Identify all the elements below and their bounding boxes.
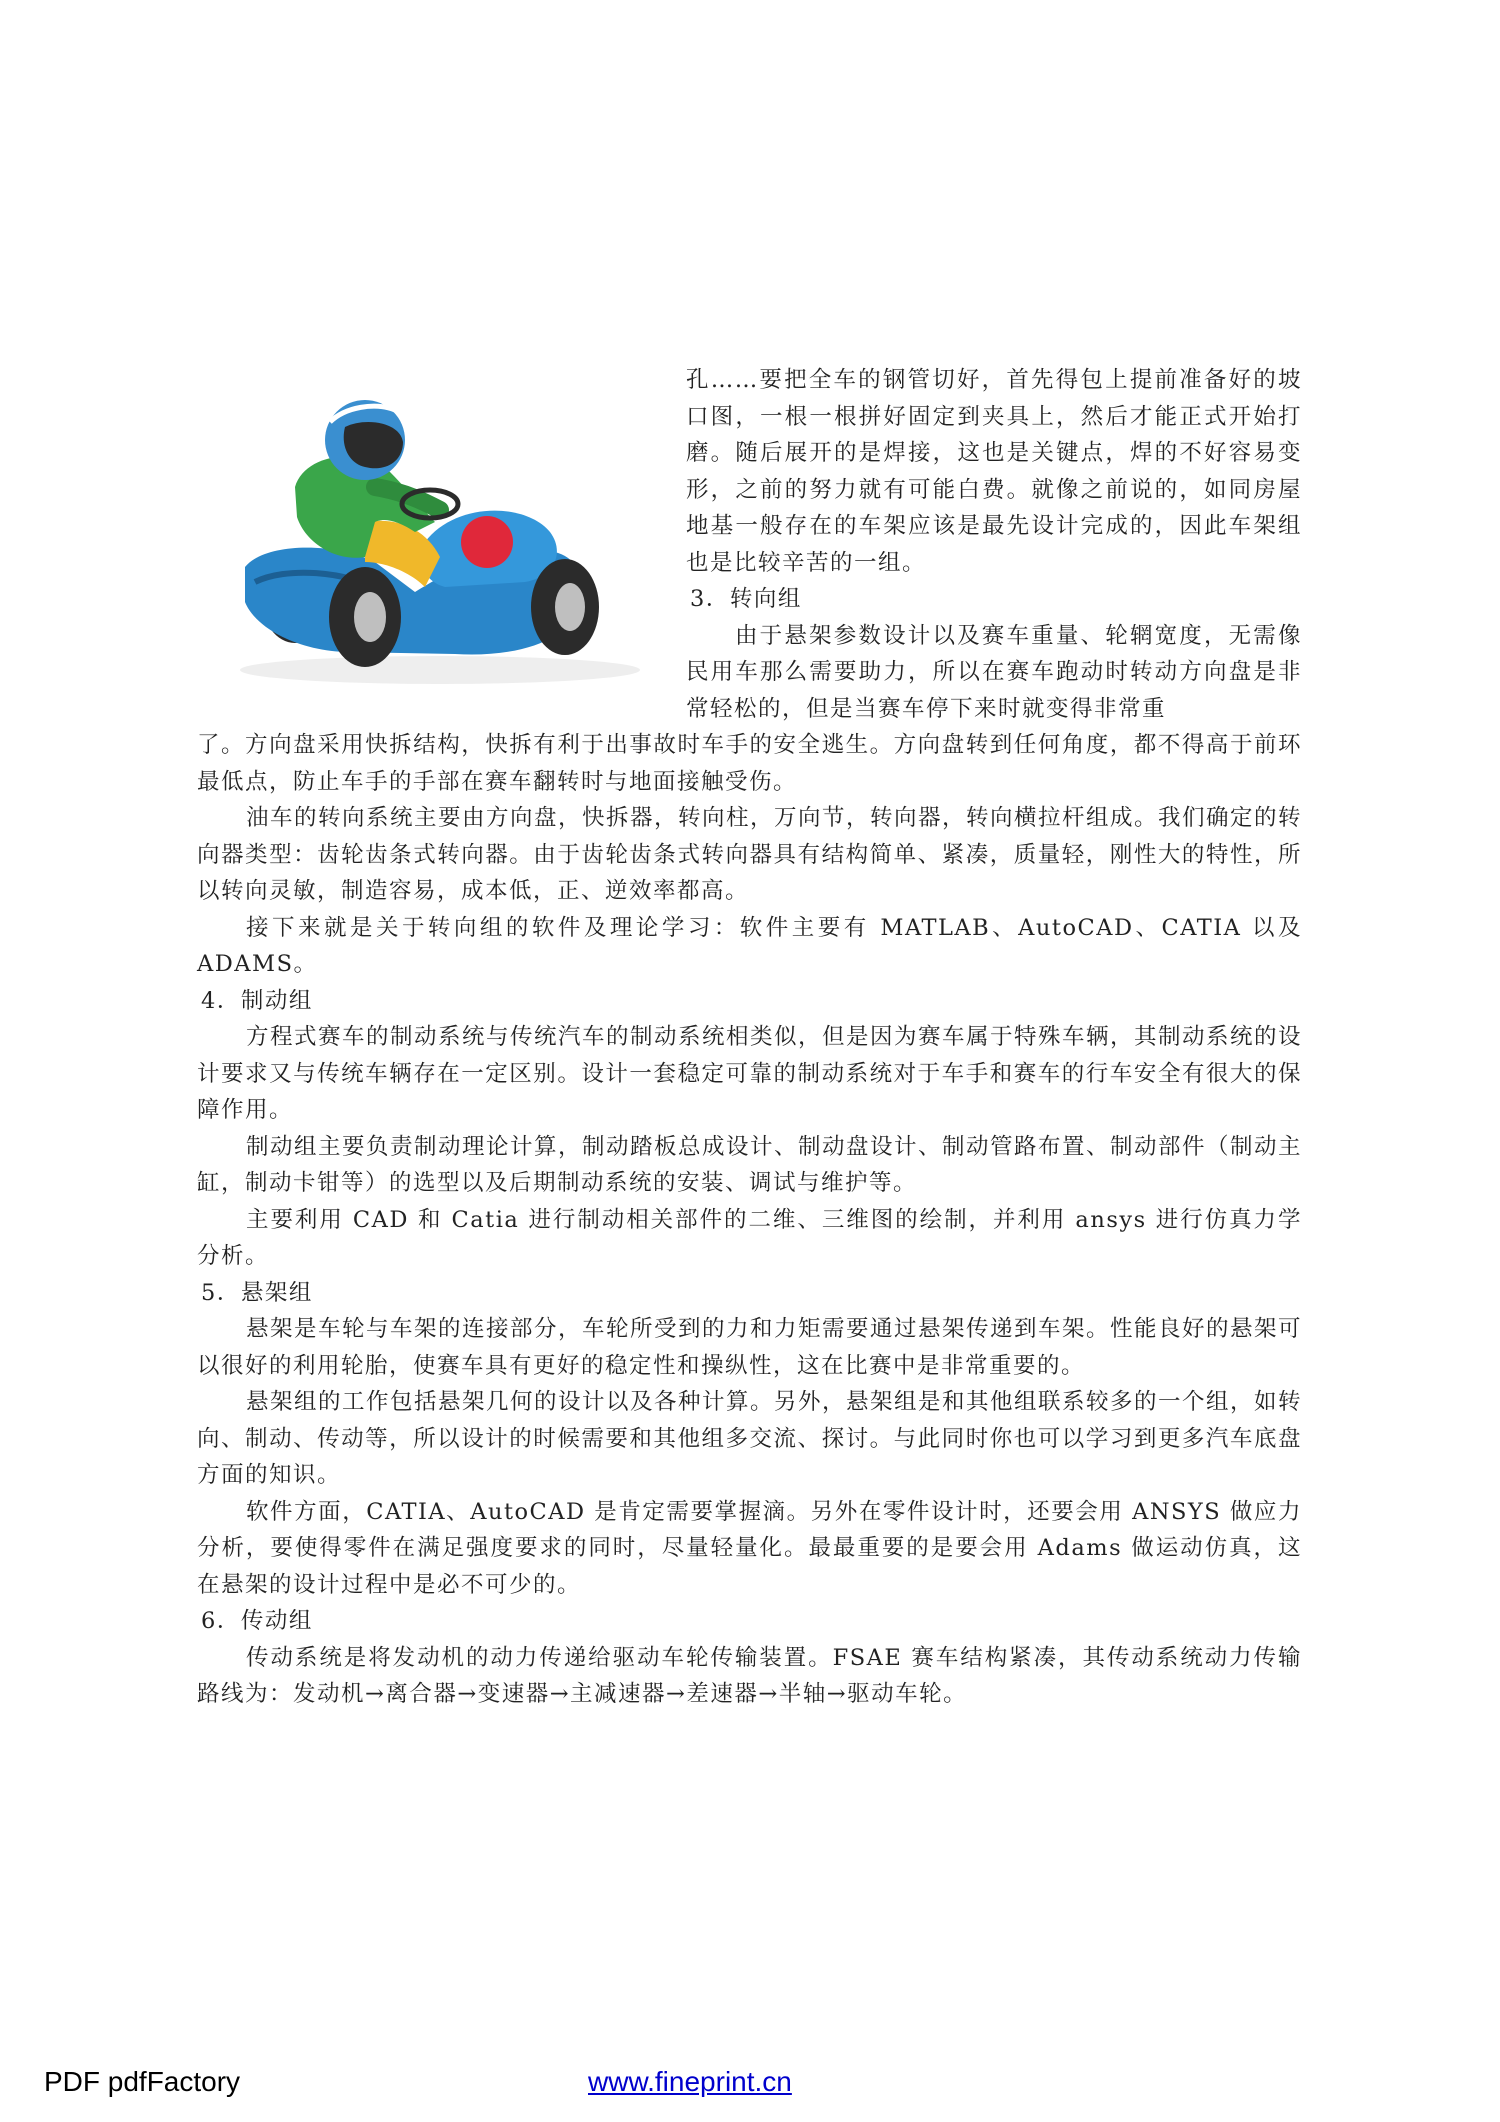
section-heading-brake: 4．制动组 — [201, 987, 313, 1014]
steering-paragraph-continuation: 了。方向盘采用快拆结构，快拆有利于出事故时车手的安全逃生。方向盘转到任何角度，都不得高于前环最低点，防止车手的手部在赛车翻转时与地面接触受伤。 — [197, 732, 1302, 795]
kart-number-plate — [461, 516, 513, 568]
section-heading-steering: 3．转向组 — [690, 586, 802, 612]
suspension-work-paragraph: 悬架组的工作包括悬架几何的设计以及各种计算。另外，悬架组是和其他组联系较多的一个组，如转向、制动、传动等，所以设计的时候需要和其他组多交流、探讨。与此同时你也可以学习到更多汽车底盘方面的知识。 — [197, 1389, 1303, 1488]
brake-intro-paragraph: 方程式赛车的制动系统与传统汽车的制动系统相类似，但是因为赛车属于特殊车辆，其制动系统的设计要求又与传统车辆存在一定区别。设计一套稳定可靠的制动系统对于车手和赛车的行车安全有很大的保障作用。 — [197, 1024, 1303, 1123]
section-heading-drivetrain: 6．传动组 — [201, 1608, 313, 1634]
full-width-text — [197, 727, 1302, 1713]
steering-software-paragraph: 接下来就是关于转向组的软件及理论学习：软件主要有 MATLAB、AutoCAD、CATIA 以及 ADAMS。 — [197, 914, 1302, 977]
footer-fineprint-link[interactable]: www.fineprint.cn — [588, 2066, 792, 2097]
right-column-text — [686, 362, 1302, 727]
steering-system-paragraph: 油车的转向系统主要由方向盘，快拆器，转向柱，万向节，转向器，转向横拉杆组成。我们确定的转向器类型：齿轮齿条式转向器。由于齿轮齿条式转向器具有结构简单、紧凑，质量轻，刚性大的特性，所以转向灵敏，制造容易，成本低，正、逆效率都高。 — [197, 805, 1303, 904]
kart-shadow — [240, 656, 640, 684]
suspension-software-paragraph: 软件方面，CATIA、AutoCAD 是肯定需要掌握滴。另外在零件设计时，还要会用 ANSYS 做应力分析，要使得零件在满足强度要求的同时，尽量轻量化。最最重要的是要会用 Adams 做运动仿真，这在悬架的设计过程中是必不可少的。 — [197, 1498, 1302, 1598]
go-kart-illustration — [225, 392, 645, 692]
footer-pdffactory-label: PDF pdfFactory — [44, 2066, 241, 2097]
drivetrain-paragraph: 传动系统是将发动机的动力传递给驱动车轮传输装置。FSAE 赛车结构紧凑，其传动系统动力传输路线为：发动机→离合器→变速器→主减速器→差速器→半轴→驱动车轮。 — [197, 1644, 1302, 1707]
section-heading-suspension: 5．悬架组 — [201, 1279, 313, 1306]
brake-software-paragraph: 主要利用 CAD 和 Catia 进行制动相关部件的二维、三维图的绘制，并利用 ansys 进行仿真力学分析。 — [197, 1206, 1302, 1269]
suspension-intro-paragraph: 悬架是车轮与车架的连接部分，车轮所受到的力和力矩需要通过悬架传递到车架。性能良好的悬架可以很好的利用轮胎，使赛车具有更好的稳定性和操纵性，这在比赛中是非常重要的。 — [197, 1316, 1303, 1379]
brake-duties-paragraph: 制动组主要负责制动理论计算，制动踏板总成设计、制动盘设计、制动管路布置、制动部件（制动主缸，制动卡钳等）的选型以及后期制动系统的安装、调试与维护等。 — [197, 1133, 1303, 1196]
frame-group-continuation: 孔……要把全车的钢管切好，首先得包上提前准备好的坡口图，一根一根拼好固定到夹具上，然后才能正式开始打磨。随后展开的是焊接，这也是关键点，焊的不好容易变形，之前的努力就有可能白费。就像之前说的，如同房屋地基一般存在的车架应该是最先设计完成的，因此车架组也是比较辛苦的一组。 — [686, 367, 1302, 576]
steering-paragraph-start: 由于悬架参数设计以及赛车重量、轮辋宽度，无需像民用车那么需要助力，所以在赛车跑动时转动方向盘是非常轻松的，但是当赛车停下来时就变得非常重 — [686, 622, 1302, 722]
